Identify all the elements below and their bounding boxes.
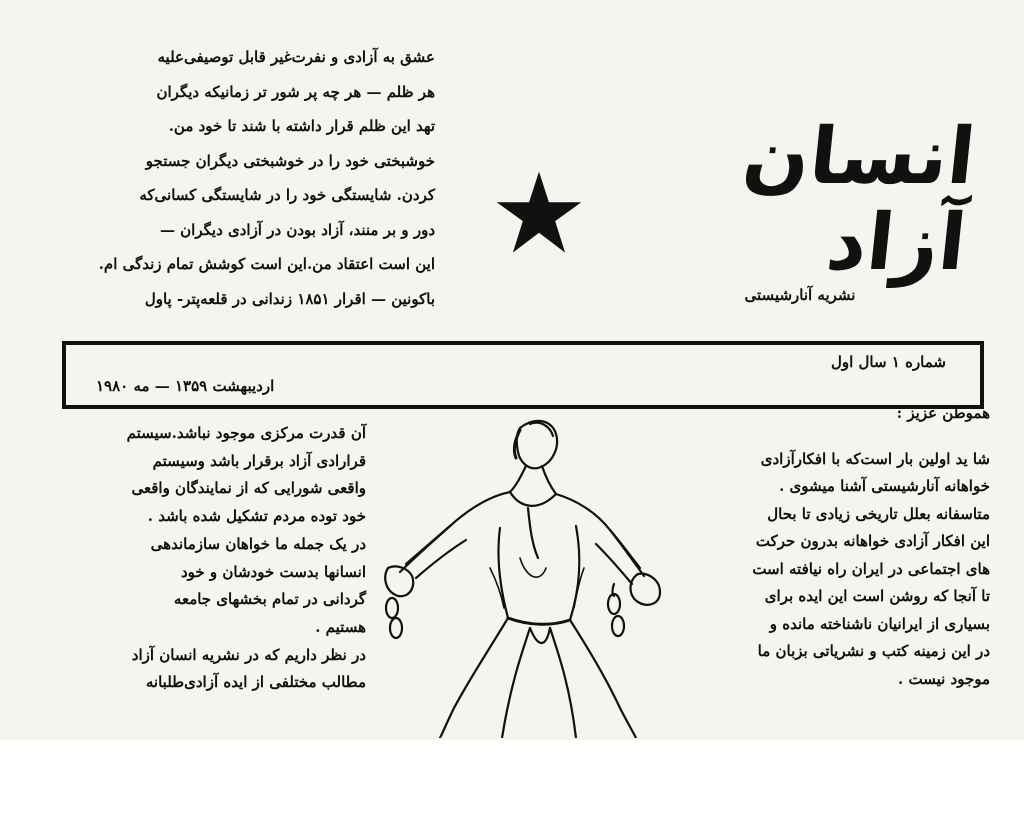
issue-date: اردیبهشت ۱۳۵۹ — مه ۱۹۸۰ xyxy=(96,377,275,395)
quote-line: هر ظلم — هر چه پر شور تر زمانیکه دیگران xyxy=(156,82,435,101)
man-breaking-chains-illustration xyxy=(370,408,700,738)
masthead-subtitle: نشریه آنارشیستی xyxy=(744,286,856,304)
article-line: مطالب مختلفی از ایده آزادی‌طلبانه xyxy=(145,673,366,692)
article-line: خود توده مردم تشکیل شده باشد . xyxy=(147,507,366,526)
quote-line: دور و بر منند، آزاد بودن در آزادی دیگران — xyxy=(159,220,435,239)
issue-number: شماره ۱ سال اول xyxy=(831,353,946,371)
issue-info-box xyxy=(62,341,984,409)
article-line: های اجتماعی در ایران راه نیافته است xyxy=(752,559,990,578)
bakunin-quote xyxy=(60,40,435,316)
article-line: بسیاری از ایرانیان ناشناخته مانده و xyxy=(769,614,990,633)
article-right-column xyxy=(700,400,990,693)
article-line: در نظر داریم که در نشریه انسان آزاد xyxy=(131,645,366,664)
article-line: آن قدرت مرکزی موجود نباشد.سیستم xyxy=(126,424,366,442)
article-line: این افکار آزادی خواهانه بدرون حرکت xyxy=(755,532,990,550)
article-line: قرارادی آزاد برقرار باشد وسیستم xyxy=(152,451,366,470)
article-line: تا آنجا که روشن است این ایده برای xyxy=(764,587,990,605)
masthead-title: انسان آزاد xyxy=(738,112,980,288)
article-line: واقعی شورایی که از نمایندگان واقعی xyxy=(131,479,366,498)
article-line: در یک جمله ما خواهان سازماندهی xyxy=(150,534,366,553)
quote-line: عشق به آزادی و نفرت‌غیر قابل توصیفی‌علیه xyxy=(157,48,435,66)
salutation: هموطن عزیز : xyxy=(896,404,990,422)
article-line: گردانی در تمام بخشهای جامعه xyxy=(173,590,366,609)
article-line: هستیم . xyxy=(315,617,366,636)
article-line: انسانها بدست خودشان و خود xyxy=(181,562,366,581)
quote-line: تهد این ظلم قرار داشته با شند تا خود من. xyxy=(168,117,435,135)
article-line: متاسفانه بعلل تاریخی زیادی تا بحال xyxy=(767,504,990,523)
quote-line: کردن. شایستگی خود را در شایستگی کسانی‌که xyxy=(139,186,435,204)
star-icon xyxy=(494,168,584,258)
article-left-column xyxy=(66,420,366,697)
article-line: شا ید اولین بار است‌که با افکارآزادی xyxy=(760,449,990,468)
quote-line: باکونین — اقرار ۱۸۵۱ زندانی در قلعه‌پتر- پاول xyxy=(144,289,435,308)
article-line: موجود نیست . xyxy=(898,669,990,688)
quote-line: این است اعتقاد من.این است کوشش تمام زندگی ام. xyxy=(98,255,435,273)
article-line: در این زمینه کتب و نشریاتی بزبان ما xyxy=(757,642,990,660)
quote-line: خوشبختی خود را در خوشبختی دیگران جستجو xyxy=(145,151,435,170)
article-line: خواهانه آنارشیستی آشنا میشوی . xyxy=(779,477,990,495)
